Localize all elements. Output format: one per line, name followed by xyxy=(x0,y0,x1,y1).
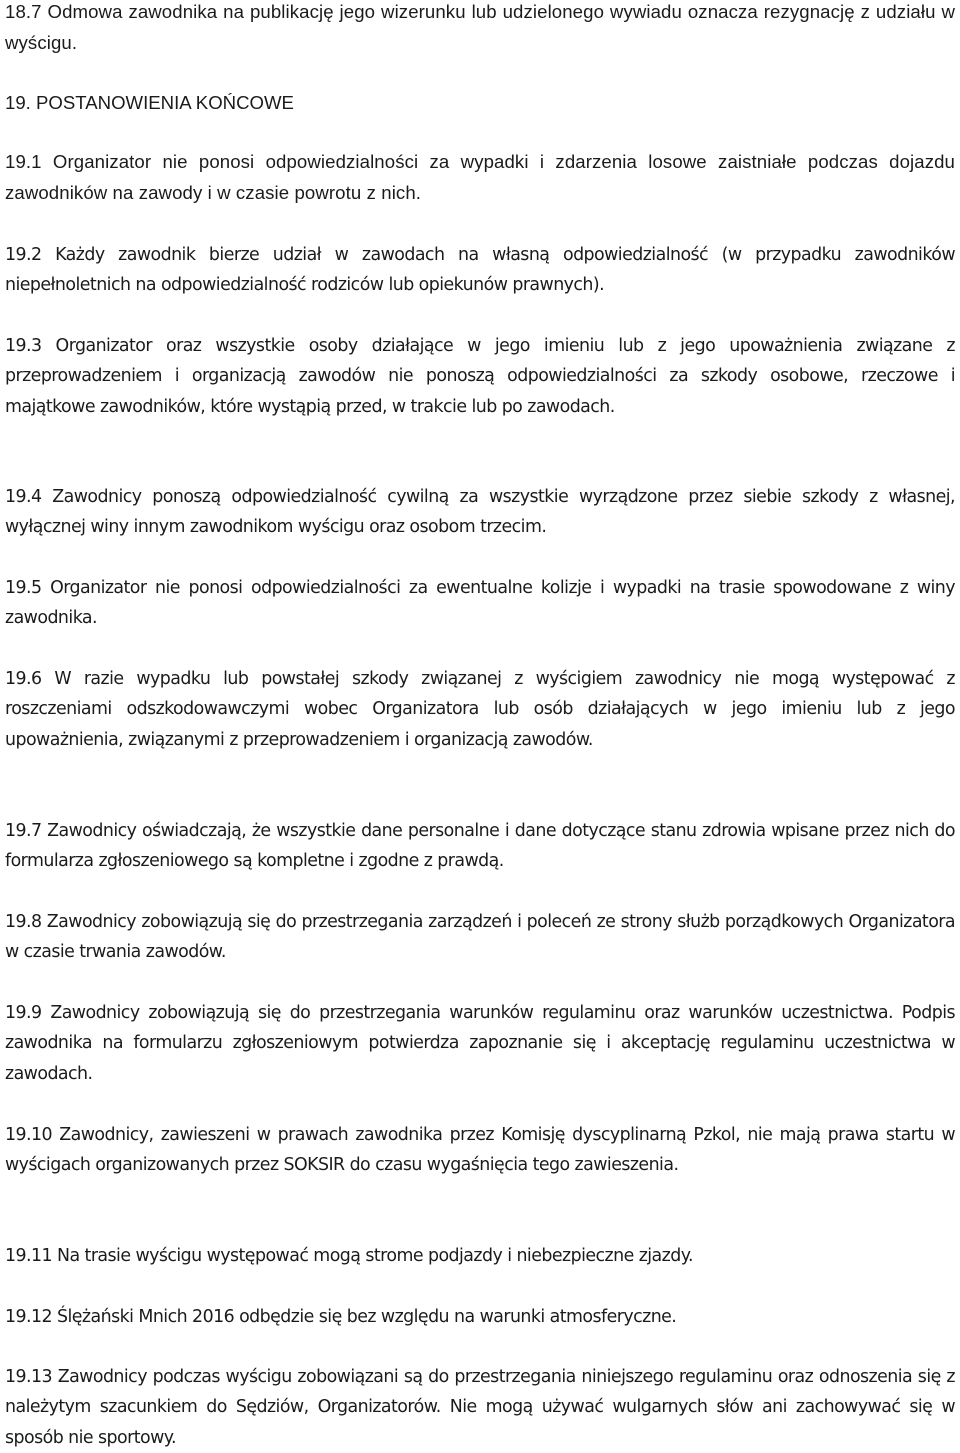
paragraph-19-10: 19.10 Zawodnicy, zawieszeni w prawach zawodnika przez Komisję dyscyplinarną Pzkol, nie mają prawa startu w wyścigach organizowanych przez SOKSIR do czasu wygaśnięcia tego zawieszenia. xyxy=(5,1125,955,1176)
paragraph-19-6: 19.6 W razie wypadku lub powstałej szkody związanej z wyścigiem zawodnicy nie mogą występować z roszczeniami odszkodowawczymi wobec Organizatora lub osób działających w jego imieniu lub z jego upoważnienia, związanymi z przeprowadzeniem i organizacją zawodów. xyxy=(5,669,955,750)
paragraph-19-2: 19.2 Każdy zawodnik bierze udział w zawodach na własną odpowiedzialność (w przypadku zawodników niepełnoletnich na odpowiedzialność rodziców lub opiekunów prawnych). xyxy=(5,245,955,296)
paragraph-19-12: 19.12 Ślężański Mnich 2016 odbędzie się bez względu na warunki atmosferyczne. xyxy=(5,1307,677,1327)
paragraph-19-4: 19.4 Zawodnicy ponoszą odpowiedzialność cywilną za wszystkie wyrządzone przez siebie szkody z własnej, wyłącznej winy innym zawodnikom wyścigu oraz osobom trzecim. xyxy=(5,487,955,538)
paragraph-19-1: 19.1 Organizator nie ponosi odpowiedzialności za wypadki i zdarzenia losowe zaistniałe podczas dojazdu zawodników na zawody i w czasie powrotu z nich. xyxy=(5,151,955,203)
paragraph-18-7: 18.7 Odmowa zawodnika na publikację jego wizerunku lub udzielonego wywiadu oznacza rezygnację z udziału w wyścigu. xyxy=(5,1,955,53)
section-heading-19: 19. POSTANOWIENIA KOŃCOWE xyxy=(5,92,294,113)
paragraph-19-7: 19.7 Zawodnicy oświadczają, że wszystkie dane personalne i dane dotyczące stanu zdrowia wpisane przez nich do formularza zgłoszeniowego są kompletne i zgodne z prawdą. xyxy=(5,821,955,872)
paragraph-19-5: 19.5 Organizator nie ponosi odpowiedzialności za ewentualne kolizje i wypadki na trasie spowodowane z winy zawodnika. xyxy=(5,578,955,629)
paragraph-19-9: 19.9 Zawodnicy zobowiązują się do przestrzegania warunków regulaminu oraz warunków uczestnictwa. Podpis zawodnika na formularzu zgłoszeniowym potwierdza zapoznanie się i akceptację regulaminu uczestnictwa w zawodach. xyxy=(5,1003,955,1084)
paragraph-19-11: 19.11 Na trasie wyścigu występować mogą strome podjazdy i niebezpieczne zjazdy. xyxy=(5,1246,693,1266)
paragraph-19-13: 19.13 Zawodnicy podczas wyścigu zobowiązani są do przestrzegania niniejszego regulaminu oraz odnoszenia się z należytym szacunkiem do Sędziów, Organizatorów. Nie mogą używać wulgarnych słów ani zachowywać się w sposób nie sportowy. xyxy=(5,1367,955,1448)
paragraph-19-3: 19.3 Organizator oraz wszystkie osoby działające w jego imieniu lub z jego upoważnienia związane z przeprowadzeniem i organizacją zawodów nie ponoszą odpowiedzialności za szkody osobowe, rzeczowe i majątkowe zawodników, które wystąpią przed, w trakcie lub po zawodach. xyxy=(5,336,955,417)
paragraph-19-8: 19.8 Zawodnicy zobowiązują się do przestrzegania zarządzeń i poleceń ze strony służb porządkowych Organizatora w czasie trwania zawodów. xyxy=(5,912,955,963)
